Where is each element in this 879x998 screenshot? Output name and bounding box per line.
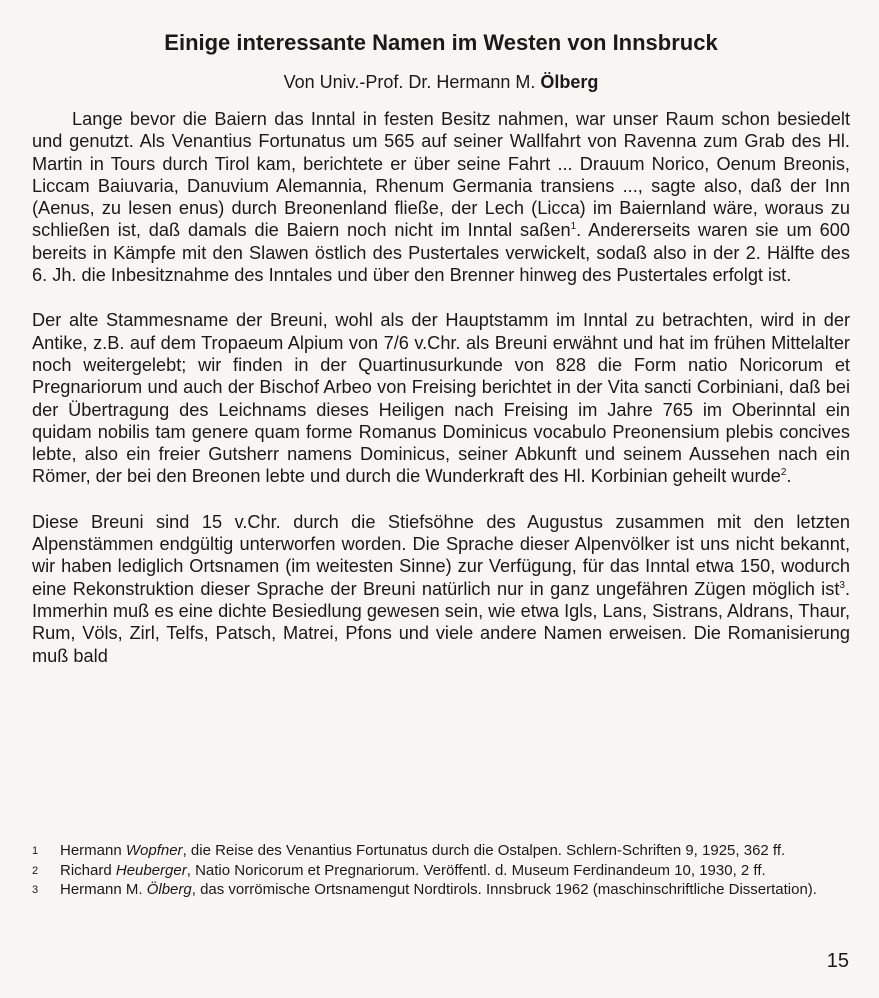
paragraph: Diese Breuni sind 15 v.Chr. durch die Stiefsöhne des Augustus zusammen mit den letzten Alpenstämmen endgültig unterworfen worden. Die Sprache dieser Alpenvölker ist uns nicht bekannt, wir haben lediglich Ortsnamen (im weitesten Sinne) zur Verfügung, für das Inntal etwa 150, wodurch eine Rekonstruktion dieser Sprache der Breuni natürlich nur in ganz ungefähren Zügen möglich ist$^3$. Immerhin muß es eine dichte Besiedlung gewesen sein, wie etwa Igls, Lans, Sistrans, Aldrans, Thaur, Rum, Völs, Zirl, Telfs, Patsch, Matrei, Pfons und viele andere Namen erweisen. Die Romanisierung muß bald bbox=[32, 511, 850, 666]
footnote bbox=[32, 842, 850, 861]
footnote-number: 3 bbox=[32, 884, 39, 896]
article bbox=[32, 28, 850, 690]
footnote-text: Hermann M. Ölberg, das vorrömische Ortsnamengut Nordtirols. Innsbruck 1962 (maschinschriftliche Dissertation). bbox=[60, 881, 817, 898]
footnote-ref: 1 bbox=[570, 221, 577, 233]
footnote-ref: 2 bbox=[780, 467, 787, 479]
page-number: 15 bbox=[826, 950, 849, 972]
author-surname: Ölberg bbox=[540, 72, 599, 92]
byline bbox=[32, 70, 850, 94]
author-name: Heuberger bbox=[115, 861, 187, 879]
footnote-number: 2 bbox=[32, 864, 39, 877]
footnote-number: 1 bbox=[32, 845, 39, 857]
author-name: Wopfner bbox=[125, 842, 183, 859]
footnote bbox=[32, 881, 850, 900]
footnote-ref: 3 bbox=[839, 579, 845, 591]
footnotes bbox=[32, 842, 850, 901]
paragraph: Der alte Stammesname der Breuni, wohl als der Hauptstamm im Inntal zu betrachten, wird in der Antike, z.B. auf dem Tropaeum Alpium von 7/6 v.Chr. als Breuni erwähnt und hat im frühen Mittelalter noch weitergelebt; wir finden in der Quartinusurkunde von 828 die Form natio Noricorum et Pregnariorum und auch der Bischof Arbeo von Freising berichtet in der Vita sancti Corbiniani, daß bei der Übertragung des Leichnams dieses Heiligen nach Freising im Jahre 765 im Oberinntal ein quidam nobilis tam genere quam forme Romanus Dominicus vocabulo Preonensium plebis concives lebte, also ein freier Gutsherr namens Dominicus, seiner Abkunft und seinem Aussehen nach ein Römer, der bei den Breonen lebte und durch die Wunderkraft des Hl. Korbinian geheilt wurde$^2$. bbox=[32, 310, 850, 487]
article-title: Einige interessante Namen im Westen von Innsbruck bbox=[164, 30, 718, 55]
paragraph: Lange bevor die Baiern das Inntal in festen Besitz nahmen, war unser Raum schon besiedelt und genutzt. Als Venantius Fortunatus um 565 auf seiner Wallfahrt von Ravenna zum Grab des Hl. Martin in Tours durch Tirol kam, berichtete er über seine Fahrt ... Drauum Norico, Oenum Breonis, Liccam Baiuvaria, Danuvium Alemannia, Rhenum Germania transiens ..., sagte also, daß der Inn (Aenus, zu lesen enus) durch Breonenland fließe, der Lech (Licca) im Baiernland wäre, woraus zu schließen ist, daß damals die Baiern noch nicht im Inntal saßen$^1$. Andererseits waren sie um 600 bereits in Kämpfe mit den Slawen östlich des Pustertales verwickelt, sodaß also in der 2. Hälfte des 6. Jh. die Inbesitznahme des Inntales und über den Brenner hinweg des Pustertales erfolgt ist. bbox=[32, 109, 851, 286]
author-name: Ölberg bbox=[146, 881, 192, 898]
article-body bbox=[32, 108, 850, 667]
footnote-text: Richard Heuberger, Natio Noricorum et Pregnariorum. Veröffentl. d. Museum Ferdinandeum 10, 1930, 2 ff. bbox=[60, 861, 766, 879]
footnote bbox=[32, 862, 850, 881]
footnote-text: Hermann Wopfner, die Reise des Venantius Fortunatus durch die Ostalpen. Schlern-Schriften 9, 1925, 362 ff. bbox=[60, 842, 786, 859]
byline-prefix: Von Univ.-Prof. Dr. Hermann M. bbox=[283, 72, 541, 92]
